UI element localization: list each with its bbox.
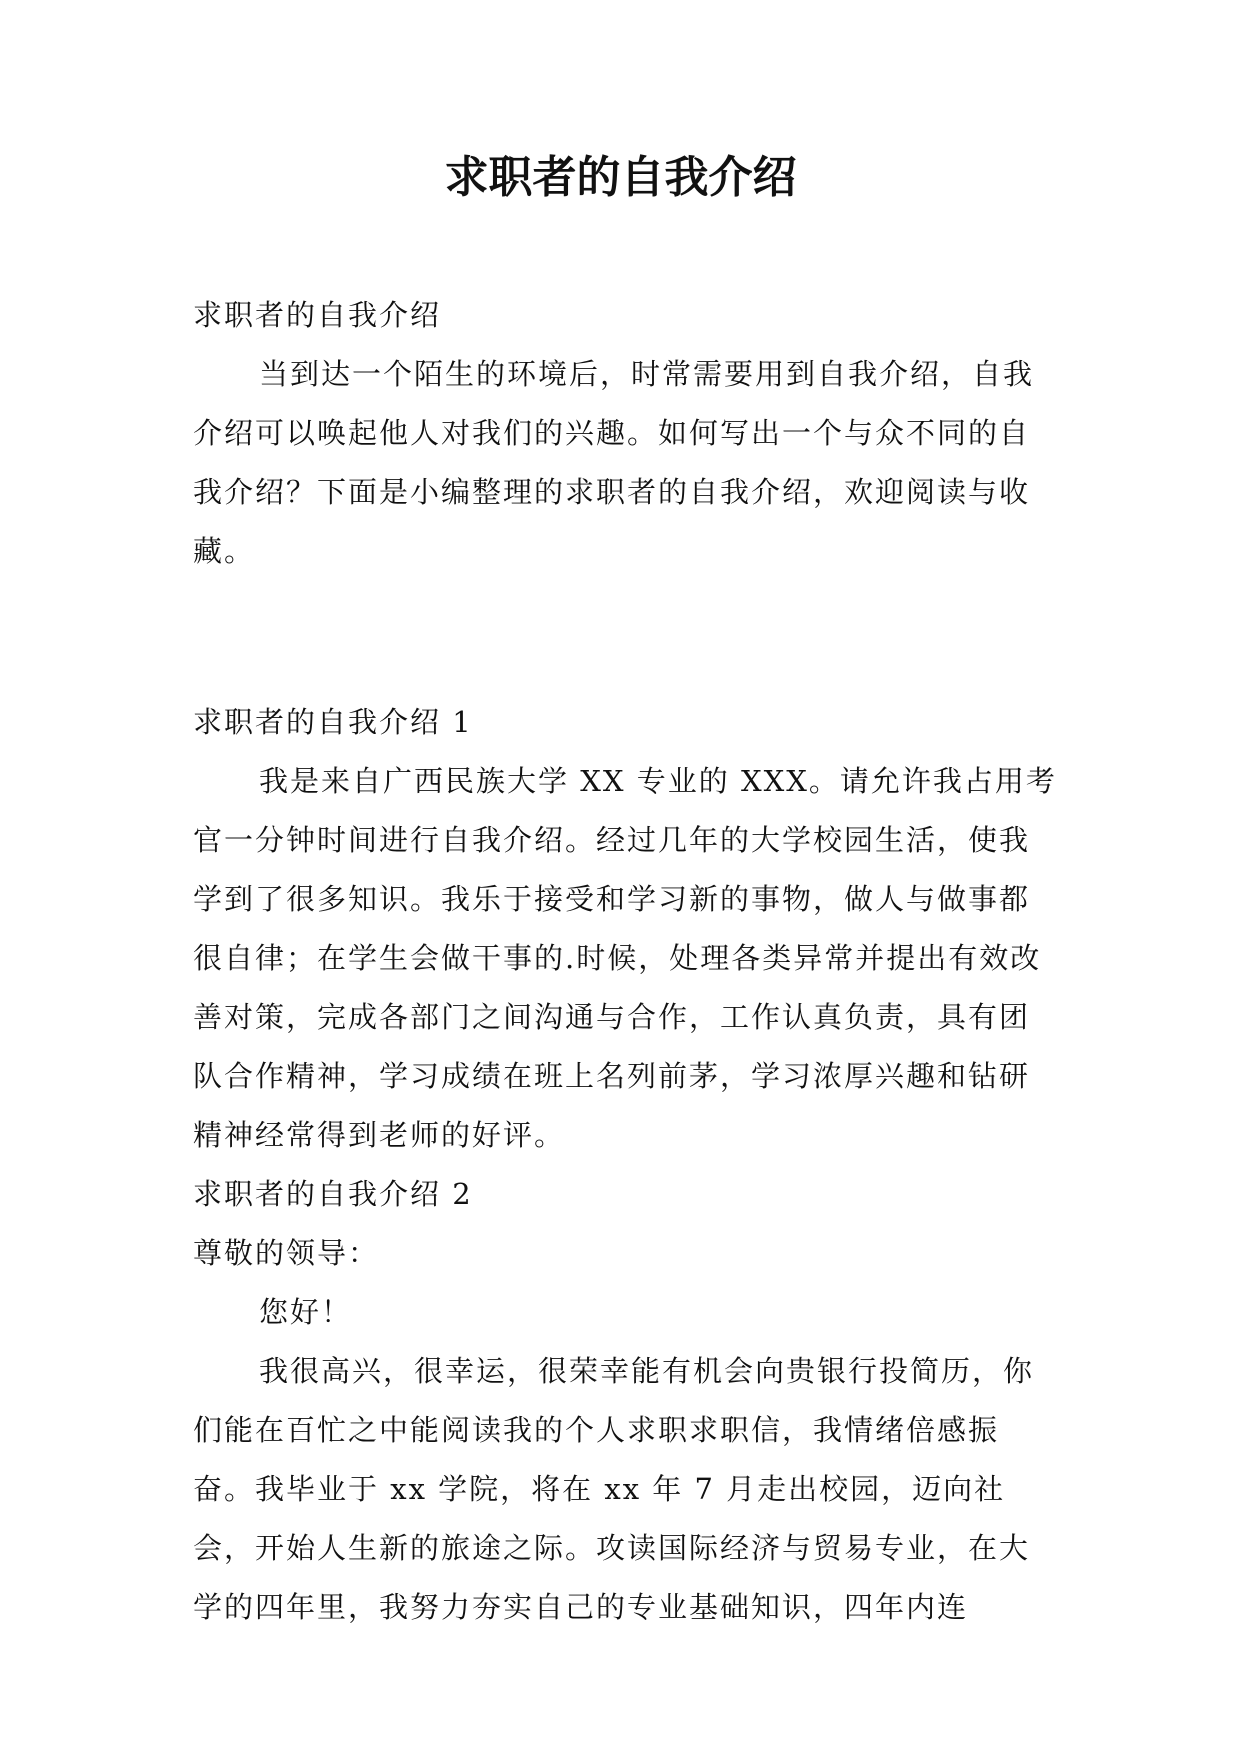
document-body	[193, 286, 1057, 1637]
section-2-greeting: 您好！	[259, 1295, 353, 1329]
section-2-heading: 求职者的自我介绍 2	[193, 1177, 473, 1211]
section-2-paragraph: 我很高兴，很幸运，很荣幸能有机会向贵银行投简历，你们能在百忙之中能阅读我的个人求职求职信，我情绪倍感振奋。我毕业于 xx 学院，将在 xx 年 7 月走出校园，迈向社会，开始人生新的旅途之际。攻读国际经济与贸易专业，在大学的四年里，我努力夯实自己的专业基础知识，四年内连	[193, 1354, 1035, 1624]
section-2-salutation: 尊敬的领导：	[193, 1236, 380, 1270]
document-title: 求职者的自我介绍	[444, 152, 797, 203]
section-spacer	[193, 581, 1057, 693]
intro-paragraph: 当到达一个陌生的环境后，时常需要用到自我介绍，自我介绍可以唤起他人对我们的兴趣。如何写出一个与众不同的自我介绍？下面是小编整理的求职者的自我介绍，欢迎阅读与收藏。	[193, 357, 1035, 568]
section-1-heading: 求职者的自我介绍 1	[193, 705, 473, 739]
intro-heading: 求职者的自我介绍	[193, 298, 442, 332]
section-1-paragraph: 我是来自广西民族大学 XX 专业的 XXX。请允许我占用考官一分钟时间进行自我介绍。经过几年的大学校园生活，使我学到了很多知识。我乐于接受和学习新的事物，做人与做事都很自律；在学生会做干事的.时候，处理各类异常并提出有效改善对策，完成各部门之间沟通与合作，工作认真负责，具有团队合作精神，学习成绩在班上名列前茅，学习浓厚兴趣和钻研精神经常得到老师的好评。	[193, 764, 1057, 1152]
